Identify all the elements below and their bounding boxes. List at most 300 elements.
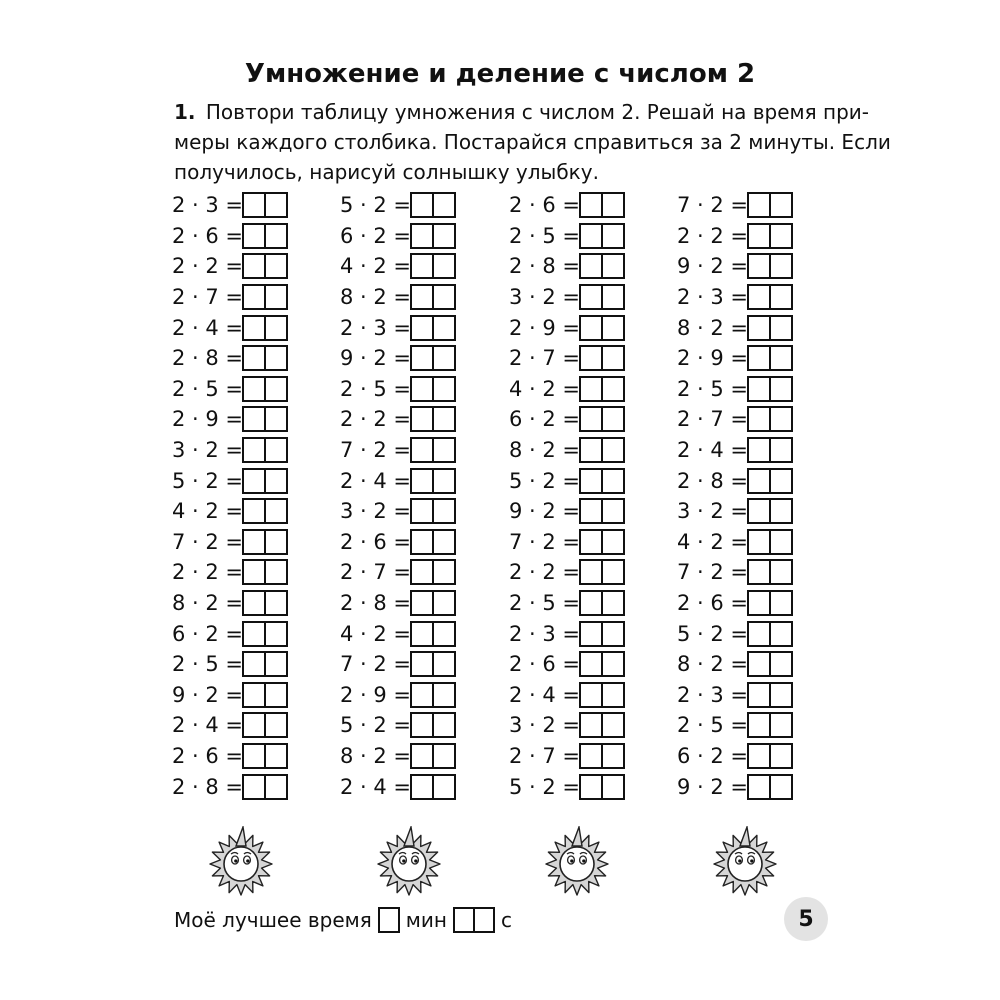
answer-cell-units[interactable] [769,286,791,308]
answer-box[interactable] [242,284,288,310]
answer-box[interactable] [242,223,288,249]
answer-cell-units[interactable] [601,561,623,583]
answer-cell-units[interactable] [432,623,454,645]
answer-cell-units[interactable] [601,500,623,522]
answer-box[interactable] [242,621,288,647]
answer-cell-tens[interactable] [412,225,432,247]
problem-row [509,465,625,496]
answer-cell-units[interactable] [769,776,791,798]
answer-cell-units[interactable] [601,776,623,798]
answer-cell-units[interactable] [432,500,454,522]
answer-box[interactable] [242,406,288,432]
problem-expression: 2 · 4 = [677,438,749,463]
answer-cell-units[interactable] [601,623,623,645]
problem-expression: 7 · 2 = [677,560,749,585]
problem-row [172,771,288,802]
answer-box[interactable] [242,529,288,555]
answer-box[interactable] [747,284,793,310]
answer-cell-units[interactable] [769,745,791,767]
answer-cell-units[interactable] [264,347,286,369]
problem-row [340,251,456,282]
answer-cell-tens[interactable] [244,194,264,216]
answer-cell-tens[interactable] [581,684,601,706]
answer-cell-tens[interactable] [412,684,432,706]
answer-cell-tens[interactable] [412,776,432,798]
answer-cell-tens[interactable] [749,653,769,675]
answer-cell-tens[interactable] [244,500,264,522]
answer-box[interactable] [747,743,793,769]
answer-cell-units[interactable] [264,776,286,798]
answer-box[interactable] [410,406,456,432]
answer-cell-tens[interactable] [749,439,769,461]
problem-row [172,435,288,466]
answer-cell-tens[interactable] [581,347,601,369]
answer-cell-tens[interactable] [244,714,264,736]
answer-cell-units[interactable] [601,347,623,369]
problem-row [340,557,456,588]
problem-expression: 2 · 3 = [340,315,412,340]
problem-expression: 4 · 2 = [172,499,244,524]
answer-cell-units[interactable] [601,317,623,339]
answer-cell-units[interactable] [432,653,454,675]
answer-box[interactable] [410,437,456,463]
answer-cell-units[interactable] [601,470,623,492]
answer-box[interactable] [579,774,625,800]
problem-expression: 7 · 2 = [340,652,412,677]
seconds-cell-units[interactable] [473,909,493,931]
answer-cell-units[interactable] [601,653,623,675]
answer-cell-tens[interactable] [749,531,769,553]
answer-cell-tens[interactable] [412,500,432,522]
answer-cell-tens[interactable] [581,408,601,430]
answer-box[interactable] [410,621,456,647]
answer-cell-tens[interactable] [749,408,769,430]
answer-cell-units[interactable] [769,500,791,522]
answer-cell-units[interactable] [264,317,286,339]
answer-cell-tens[interactable] [244,531,264,553]
answer-box[interactable] [747,712,793,738]
answer-cell-units[interactable] [432,255,454,277]
answer-cell-tens[interactable] [244,592,264,614]
answer-cell-tens[interactable] [412,561,432,583]
answer-cell-units[interactable] [264,684,286,706]
problem-expression: 2 · 4 = [172,713,244,738]
answer-box[interactable] [410,315,456,341]
answer-cell-tens[interactable] [581,378,601,400]
problem-row [509,282,625,313]
answer-cell-units[interactable] [769,653,791,675]
answer-box[interactable] [747,559,793,585]
answer-cell-units[interactable] [769,623,791,645]
answer-box[interactable] [579,498,625,524]
answer-cell-units[interactable] [601,225,623,247]
problem-row [509,251,625,282]
answer-cell-tens[interactable] [412,745,432,767]
answer-box[interactable] [410,774,456,800]
answer-cell-tens[interactable] [581,592,601,614]
answer-cell-units[interactable] [601,408,623,430]
answer-cell-units[interactable] [432,684,454,706]
answer-cell-units[interactable] [769,684,791,706]
answer-cell-tens[interactable] [749,378,769,400]
answer-cell-tens[interactable] [749,194,769,216]
answer-cell-tens[interactable] [749,561,769,583]
problem-expression: 6 · 2 = [340,223,412,248]
answer-cell-units[interactable] [264,439,286,461]
answer-box[interactable] [579,284,625,310]
problem-expression: 2 · 3 = [677,682,749,707]
answer-cell-tens[interactable] [581,531,601,553]
answer-box[interactable] [747,253,793,279]
problem-expression: 2 · 7 = [340,560,412,585]
answer-cell-units[interactable] [769,225,791,247]
answer-box[interactable] [579,621,625,647]
problem-expression: 2 · 6 = [172,744,244,769]
answer-cell-tens[interactable] [412,408,432,430]
answer-box[interactable] [410,559,456,585]
answer-cell-tens[interactable] [749,286,769,308]
answer-cell-units[interactable] [432,470,454,492]
answer-cell-tens[interactable] [412,378,432,400]
answer-box[interactable] [579,468,625,494]
answer-box[interactable] [579,376,625,402]
answer-box[interactable] [747,345,793,371]
problem-row [172,465,288,496]
answer-cell-units[interactable] [769,194,791,216]
problem-expression: 3 · 2 = [509,285,581,310]
answer-cell-tens[interactable] [749,470,769,492]
problem-expression: 2 · 8 = [340,591,412,616]
answer-cell-units[interactable] [432,378,454,400]
answer-box[interactable] [747,437,793,463]
answer-box[interactable] [579,590,625,616]
answer-cell-tens[interactable] [749,592,769,614]
answer-cell-tens[interactable] [581,194,601,216]
problem-row [172,710,288,741]
answer-box[interactable] [242,437,288,463]
answer-box[interactable] [242,682,288,708]
answer-cell-units[interactable] [601,439,623,461]
answer-cell-units[interactable] [264,745,286,767]
problem-expression: 2 · 8 = [172,346,244,371]
answer-cell-units[interactable] [432,776,454,798]
answer-cell-tens[interactable] [749,225,769,247]
answer-box[interactable] [579,406,625,432]
answer-cell-units[interactable] [601,714,623,736]
answer-cell-units[interactable] [264,592,286,614]
answer-cell-units[interactable] [769,317,791,339]
answer-box[interactable] [410,682,456,708]
answer-box[interactable] [579,712,625,738]
minutes-input-box[interactable] [378,907,400,933]
answer-cell-tens[interactable] [749,500,769,522]
answer-box[interactable] [410,284,456,310]
answer-box[interactable] [410,529,456,555]
problem-row [509,557,625,588]
answer-cell-units[interactable] [769,714,791,736]
answer-box[interactable] [747,192,793,218]
answer-cell-tens[interactable] [244,255,264,277]
answer-cell-tens[interactable] [581,255,601,277]
answer-box[interactable] [579,253,625,279]
answer-box[interactable] [410,590,456,616]
problem-expression: 6 · 2 = [509,407,581,432]
problem-row [340,282,456,313]
answer-cell-units[interactable] [601,531,623,553]
problem-row [677,343,793,374]
problem-expression: 4 · 2 = [677,529,749,554]
answer-cell-units[interactable] [432,347,454,369]
answer-cell-units[interactable] [432,317,454,339]
problem-expression: 2 · 4 = [340,774,412,799]
answer-box[interactable] [410,253,456,279]
answer-box[interactable] [747,529,793,555]
answer-cell-tens[interactable] [412,317,432,339]
answer-box[interactable] [579,682,625,708]
answer-cell-units[interactable] [264,225,286,247]
problem-expression: 2 · 5 = [677,713,749,738]
answer-cell-units[interactable] [264,623,286,645]
problem-row [677,221,793,252]
problem-expression: 9 · 2 = [677,254,749,279]
answer-cell-units[interactable] [432,408,454,430]
answer-box[interactable] [579,437,625,463]
answer-cell-tens[interactable] [244,745,264,767]
answer-box[interactable] [410,345,456,371]
answer-cell-tens[interactable] [581,623,601,645]
problem-row [340,649,456,680]
answer-cell-units[interactable] [769,347,791,369]
answer-box[interactable] [242,498,288,524]
answer-box[interactable] [242,468,288,494]
answer-cell-units[interactable] [769,592,791,614]
answer-cell-units[interactable] [601,286,623,308]
answer-cell-tens[interactable] [749,317,769,339]
answer-box[interactable] [579,345,625,371]
minutes-cell[interactable] [380,909,398,931]
problem-expression: 7 · 2 = [340,438,412,463]
answer-cell-tens[interactable] [581,776,601,798]
answer-cell-tens[interactable] [244,408,264,430]
answer-box[interactable] [242,651,288,677]
answer-cell-tens[interactable] [412,592,432,614]
answer-cell-tens[interactable] [244,776,264,798]
answer-cell-tens[interactable] [412,470,432,492]
answer-cell-units[interactable] [264,653,286,675]
answer-cell-tens[interactable] [412,653,432,675]
problem-expression: 7 · 2 = [509,529,581,554]
answer-cell-units[interactable] [264,714,286,736]
answer-cell-tens[interactable] [244,439,264,461]
answer-cell-units[interactable] [601,592,623,614]
problem-row [677,649,793,680]
answer-cell-units[interactable] [601,378,623,400]
answer-box[interactable] [747,223,793,249]
sun-icon[interactable] [205,826,277,898]
answer-cell-tens[interactable] [244,561,264,583]
answer-cell-tens[interactable] [412,286,432,308]
problem-expression: 5 · 2 = [677,621,749,646]
problem-expression: 7 · 2 = [677,193,749,218]
answer-cell-tens[interactable] [581,470,601,492]
answer-box[interactable] [579,559,625,585]
answer-cell-units[interactable] [601,255,623,277]
answer-cell-units[interactable] [264,531,286,553]
answer-cell-units[interactable] [264,408,286,430]
answer-box[interactable] [747,621,793,647]
answer-cell-tens[interactable] [581,286,601,308]
answer-box[interactable] [747,682,793,708]
answer-cell-tens[interactable] [581,439,601,461]
problem-expression: 2 · 6 = [509,652,581,677]
answer-cell-units[interactable] [601,194,623,216]
problem-row [340,343,456,374]
answer-cell-units[interactable] [769,255,791,277]
answer-cell-units[interactable] [432,194,454,216]
answer-cell-tens[interactable] [412,347,432,369]
answer-cell-units[interactable] [432,714,454,736]
answer-box[interactable] [579,192,625,218]
answer-cell-tens[interactable] [244,225,264,247]
answer-box[interactable] [242,345,288,371]
answer-cell-units[interactable] [264,255,286,277]
answer-cell-tens[interactable] [244,317,264,339]
problem-expression: 2 · 4 = [172,315,244,340]
answer-box[interactable] [579,743,625,769]
answer-box[interactable] [747,406,793,432]
answer-box[interactable] [579,529,625,555]
answer-cell-tens[interactable] [244,378,264,400]
answer-box[interactable] [579,223,625,249]
answer-cell-units[interactable] [769,408,791,430]
answer-cell-units[interactable] [264,561,286,583]
answer-cell-tens[interactable] [412,531,432,553]
answer-box[interactable] [410,651,456,677]
answer-box[interactable] [242,712,288,738]
sun-icon[interactable] [373,826,445,898]
answer-box[interactable] [242,315,288,341]
answer-cell-units[interactable] [432,561,454,583]
answer-box[interactable] [410,192,456,218]
answer-box[interactable] [242,559,288,585]
answer-box[interactable] [242,590,288,616]
answer-box[interactable] [747,315,793,341]
answer-cell-units[interactable] [601,745,623,767]
answer-box[interactable] [747,651,793,677]
answer-cell-units[interactable] [601,684,623,706]
answer-cell-tens[interactable] [412,194,432,216]
answer-box[interactable] [242,376,288,402]
answer-box[interactable] [747,774,793,800]
answer-cell-tens[interactable] [749,684,769,706]
answer-cell-units[interactable] [769,531,791,553]
answer-box[interactable] [579,315,625,341]
answer-box[interactable] [747,498,793,524]
answer-cell-units[interactable] [264,286,286,308]
answer-cell-tens[interactable] [244,470,264,492]
answer-cell-tens[interactable] [749,714,769,736]
answer-box[interactable] [747,590,793,616]
answer-cell-units[interactable] [769,378,791,400]
answer-cell-units[interactable] [264,194,286,216]
answer-cell-tens[interactable] [244,623,264,645]
answer-cell-tens[interactable] [581,317,601,339]
sun-icon[interactable] [709,826,781,898]
answer-cell-tens[interactable] [581,714,601,736]
answer-cell-tens[interactable] [749,623,769,645]
answer-cell-tens[interactable] [244,286,264,308]
problem-row [340,190,456,221]
answer-box[interactable] [410,498,456,524]
answer-cell-units[interactable] [769,470,791,492]
best-time-footer [174,903,512,937]
answer-cell-units[interactable] [264,470,286,492]
answer-cell-units[interactable] [769,439,791,461]
answer-cell-tens[interactable] [581,225,601,247]
problem-expression: 9 · 2 = [677,774,749,799]
answer-box[interactable] [410,743,456,769]
answer-box[interactable] [579,651,625,677]
problem-expression: 6 · 2 = [172,621,244,646]
answer-cell-tens[interactable] [581,745,601,767]
answer-cell-units[interactable] [432,592,454,614]
problem-row [340,221,456,252]
answer-cell-tens[interactable] [412,439,432,461]
seconds-cell-tens[interactable] [455,909,473,931]
answer-cell-tens[interactable] [412,714,432,736]
answer-box[interactable] [410,712,456,738]
answer-cell-units[interactable] [264,500,286,522]
answer-box[interactable] [242,774,288,800]
problem-row [677,374,793,405]
answer-cell-tens[interactable] [581,561,601,583]
problem-expression: 2 · 7 = [509,346,581,371]
answer-box[interactable] [242,253,288,279]
answer-box[interactable] [242,743,288,769]
answer-box[interactable] [410,468,456,494]
sun-icon[interactable] [541,826,613,898]
answer-cell-tens[interactable] [749,255,769,277]
answer-box[interactable] [242,192,288,218]
answer-cell-tens[interactable] [581,653,601,675]
problem-row [509,496,625,527]
answer-cell-units[interactable] [432,225,454,247]
seconds-input-box[interactable] [453,907,495,933]
answer-cell-tens[interactable] [749,745,769,767]
answer-cell-units[interactable] [769,561,791,583]
answer-cell-tens[interactable] [244,347,264,369]
answer-cell-units[interactable] [432,439,454,461]
answer-box[interactable] [747,468,793,494]
answer-cell-units[interactable] [432,745,454,767]
problem-expression: 2 · 3 = [509,621,581,646]
answer-cell-tens[interactable] [749,776,769,798]
answer-box[interactable] [410,223,456,249]
answer-cell-units[interactable] [264,378,286,400]
answer-cell-units[interactable] [432,531,454,553]
answer-box[interactable] [410,376,456,402]
answer-cell-tens[interactable] [581,500,601,522]
answer-cell-tens[interactable] [244,684,264,706]
answer-cell-tens[interactable] [244,653,264,675]
problem-expression: 2 · 5 = [677,376,749,401]
answer-cell-tens[interactable] [749,347,769,369]
problem-row [509,404,625,435]
answer-box[interactable] [747,376,793,402]
answer-cell-tens[interactable] [412,623,432,645]
answer-cell-units[interactable] [432,286,454,308]
answer-cell-tens[interactable] [412,255,432,277]
